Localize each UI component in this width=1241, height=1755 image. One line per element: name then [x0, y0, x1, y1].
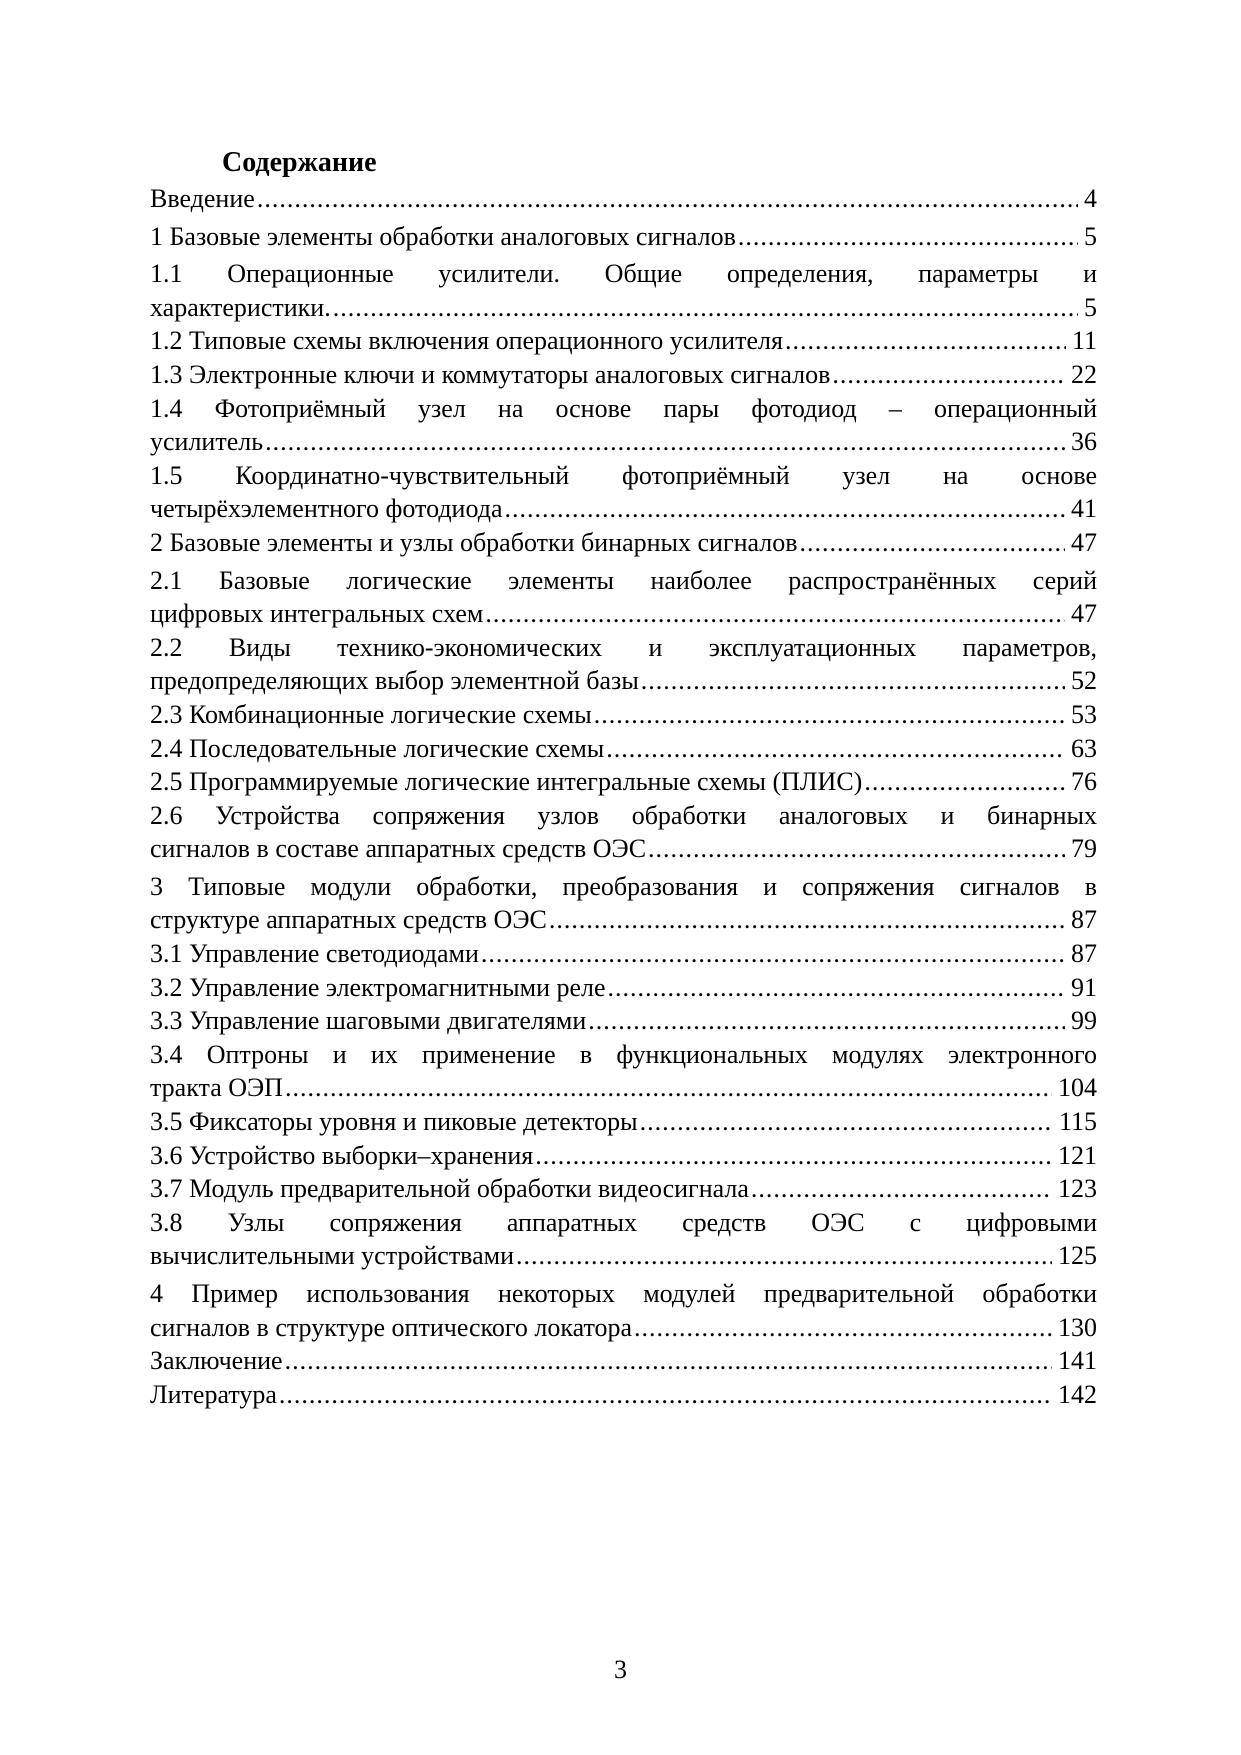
toc-entry — [150, 799, 1097, 866]
toc-entry-page-number: 47 — [1071, 527, 1097, 557]
toc-entry-label: 3.3 Управление шаговыми двигателями — [150, 1006, 587, 1036]
toc-entry — [150, 182, 1097, 216]
toc-entry-first-line: 1.4 Фотоприёмный узел на основе пары фотодиод – операционный — [150, 393, 1097, 423]
toc-entry-label: 1 Базовые элементы обработки аналоговых сигналов — [150, 221, 736, 251]
toc-entry-leader-line — [150, 937, 1097, 971]
toc-entry-page-number: 41 — [1071, 494, 1097, 524]
dot-leader — [257, 182, 1078, 216]
toc-entry-leader-line — [150, 1344, 1097, 1378]
toc-entry-label: 3.1 Управление светодиодами — [150, 939, 479, 969]
toc-entry-leader-line — [150, 1239, 1097, 1273]
dot-leader — [785, 324, 1066, 358]
dot-leader — [800, 526, 1065, 560]
toc-entry — [150, 1038, 1097, 1105]
toc-entry-leader-line — [150, 664, 1097, 698]
toc-entry-page-number: 91 — [1071, 972, 1097, 1002]
toc-entry-label: вычислительными устройствами — [150, 1241, 515, 1271]
toc-entry-page-number: 121 — [1058, 1140, 1097, 1170]
dot-leader — [285, 1071, 1052, 1105]
toc-entry-leader-line — [150, 492, 1097, 526]
toc-entry-label: 3.6 Устройство выборки–хранения — [150, 1140, 534, 1170]
toc-entry-leader-line — [150, 358, 1097, 392]
toc-entry-page-number: 36 — [1071, 427, 1097, 457]
dot-leader — [549, 903, 1065, 937]
toc-entry — [150, 698, 1097, 732]
dot-leader — [594, 698, 1065, 732]
dot-leader — [588, 1004, 1065, 1038]
toc-entry-leader-line — [150, 971, 1097, 1005]
toc-entry — [150, 526, 1097, 560]
toc-entry-page-number: 99 — [1071, 1006, 1097, 1036]
toc-entry-leader-line — [150, 732, 1097, 766]
toc-entry-first-line: 1.5 Координатно-чувствительный фотоприёмный узел на основе — [150, 460, 1097, 490]
dot-leader — [640, 1105, 1053, 1139]
toc-entry-leader-line — [150, 425, 1097, 459]
toc-entry-page-number: 63 — [1071, 733, 1097, 763]
toc-entry-page-number: 5 — [1084, 221, 1097, 251]
toc-entry-first-line: 2.2 Виды технико-экономических и эксплуатационных параметров, — [150, 632, 1097, 662]
toc-entry-leader-line — [150, 1004, 1097, 1038]
toc-title: Содержание — [222, 147, 377, 178]
toc-entry-label: 2.3 Комбинационные логические схемы — [150, 699, 592, 729]
toc-entry-leader-line — [150, 291, 1097, 325]
toc-entry-leader-line — [150, 182, 1097, 216]
dot-leader — [285, 1344, 1052, 1378]
toc-entry-page-number: 104 — [1058, 1073, 1097, 1103]
dot-leader — [481, 937, 1065, 971]
toc-entry-label: 1.3 Электронные ключи и коммутаторы аналоговых сигналов — [150, 359, 831, 389]
toc-entry-leader-line — [150, 1071, 1097, 1105]
toc-entry-label: характеристики. — [150, 292, 331, 322]
dot-leader — [265, 425, 1065, 459]
toc-entry-page-number: 76 — [1071, 767, 1097, 797]
toc-entry — [150, 564, 1097, 631]
toc-entry — [150, 1004, 1097, 1038]
toc-entry-page-number: 47 — [1071, 599, 1097, 629]
dot-leader — [864, 765, 1065, 799]
toc-entry-label: цифровых интегральных схем — [150, 599, 484, 629]
toc-entry-leader-line — [150, 1311, 1097, 1345]
toc-entry-page-number: 87 — [1071, 939, 1097, 969]
toc-entry — [150, 324, 1097, 358]
dot-leader — [751, 1172, 1052, 1206]
toc-entry-leader-line — [150, 526, 1097, 560]
toc-entry — [150, 937, 1097, 971]
toc-entry — [150, 257, 1097, 324]
toc-entry-page-number: 141 — [1058, 1346, 1097, 1376]
toc-entry-page-number: 130 — [1058, 1312, 1097, 1342]
page-number: 3 — [614, 1655, 627, 1684]
toc-entry — [150, 631, 1097, 698]
toc-entry-page-number: 52 — [1071, 666, 1097, 696]
toc-entry — [150, 459, 1097, 526]
toc-entry — [150, 1172, 1097, 1206]
toc-entry-leader-line — [150, 324, 1097, 358]
toc-entry-label: структуре аппаратных средств ОЭС — [150, 905, 547, 935]
toc-entry-page-number: 123 — [1058, 1174, 1097, 1204]
dot-leader — [333, 291, 1078, 325]
toc-entry-leader-line — [150, 220, 1097, 254]
toc-entry-leader-line — [150, 903, 1097, 937]
table-of-contents — [150, 182, 1097, 1411]
toc-entry-label: Заключение — [150, 1346, 283, 1376]
dot-leader — [608, 971, 1065, 1005]
toc-entry — [150, 870, 1097, 937]
toc-entry-label: сигналов в структуре оптического локатора — [150, 1312, 633, 1342]
toc-entry-leader-line — [150, 698, 1097, 732]
toc-entry-leader-line — [150, 1139, 1097, 1173]
toc-entry-first-line: 4 Пример использования некоторых модулей предварительной обработки — [150, 1279, 1097, 1308]
toc-entry-label: предопределяющих выбор элементной базы — [150, 666, 639, 696]
dot-leader — [738, 220, 1078, 254]
toc-entry-label: 3.5 Фиксаторы уровня и пиковые детекторы — [150, 1107, 638, 1137]
toc-entry-page-number: 5 — [1084, 292, 1097, 322]
toc-entry — [150, 765, 1097, 799]
toc-entry — [150, 732, 1097, 766]
toc-entry-first-line: 2.1 Базовые логические элементы наиболее распространённых серий — [150, 565, 1097, 595]
toc-entry — [150, 1277, 1097, 1344]
toc-entry — [150, 358, 1097, 392]
toc-entry-label: усилитель — [150, 427, 264, 457]
toc-entry-label: Введение — [150, 184, 255, 213]
toc-entry — [150, 1378, 1097, 1412]
toc-entry-leader-line — [150, 1378, 1097, 1412]
toc-entry-label: тракта ОЭП — [150, 1073, 283, 1103]
toc-entry-label: сигналов в составе аппаратных средств ОЭС — [150, 834, 647, 864]
toc-entry-page-number: 87 — [1071, 905, 1097, 935]
toc-entry — [150, 971, 1097, 1005]
toc-entry-first-line: 3 Типовые модули обработки, преобразования и сопряжения сигналов в — [150, 871, 1097, 901]
toc-entry-label: 2.4 Последовательные логические схемы — [150, 733, 605, 763]
toc-entry-page-number: 79 — [1071, 834, 1097, 864]
toc-entry-label: 3.2 Управление электромагнитными реле — [150, 972, 606, 1002]
dot-leader — [516, 1239, 1052, 1273]
toc-entry-page-number: 125 — [1058, 1241, 1097, 1271]
toc-entry-first-line: 3.4 Оптроны и их применение в функциональных модулях электронного — [150, 1039, 1097, 1069]
dot-leader — [648, 832, 1065, 866]
toc-entry-page-number: 115 — [1058, 1107, 1097, 1137]
toc-entry-label: 3.7 Модуль предварительной обработки видеосигнала — [150, 1174, 749, 1204]
toc-entry-leader-line — [150, 597, 1097, 631]
toc-entry — [150, 1344, 1097, 1378]
toc-entry-leader-line — [150, 1105, 1097, 1139]
dot-leader — [641, 664, 1065, 698]
toc-entry — [150, 1105, 1097, 1139]
toc-entry — [150, 1206, 1097, 1273]
dot-leader — [279, 1378, 1052, 1412]
toc-entry — [150, 220, 1097, 254]
toc-entry-label: четырёхэлементного фотодиода — [150, 494, 503, 524]
dot-leader — [535, 1139, 1052, 1173]
toc-entry — [150, 392, 1097, 459]
dot-leader — [606, 732, 1065, 766]
toc-entry-page-number: 22 — [1071, 359, 1097, 389]
toc-entry-page-number: 142 — [1058, 1379, 1097, 1409]
toc-entry-leader-line — [150, 1172, 1097, 1206]
toc-entry — [150, 1139, 1097, 1173]
toc-entry-label: 2.5 Программируемые логические интегральные схемы (ПЛИС) — [150, 767, 863, 797]
dot-leader — [505, 492, 1066, 526]
toc-entry-page-number: 53 — [1071, 699, 1097, 729]
toc-entry-label: Литература — [150, 1379, 277, 1409]
toc-entry-leader-line — [150, 832, 1097, 866]
toc-entry-label: 2 Базовые элементы и узлы обработки бинарных сигналов — [150, 527, 798, 557]
toc-entry-label: 1.2 Типовые схемы включения операционного усилителя — [150, 326, 783, 356]
toc-entry-first-line: 1.1 Операционные усилители. Общие определения, параметры и — [150, 259, 1097, 289]
dot-leader — [832, 358, 1065, 392]
toc-entry-first-line: 2.6 Устройства сопряжения узлов обработки аналоговых и бинарных — [150, 800, 1097, 830]
toc-entry-first-line: 3.8 Узлы сопряжения аппаратных средств ОЭС с цифровыми — [150, 1207, 1097, 1237]
dot-leader — [634, 1311, 1052, 1345]
toc-entry-page-number: 4 — [1084, 184, 1097, 213]
toc-entry-page-number: 11 — [1071, 326, 1097, 356]
toc-entry-leader-line — [150, 765, 1097, 799]
dot-leader — [485, 597, 1065, 631]
